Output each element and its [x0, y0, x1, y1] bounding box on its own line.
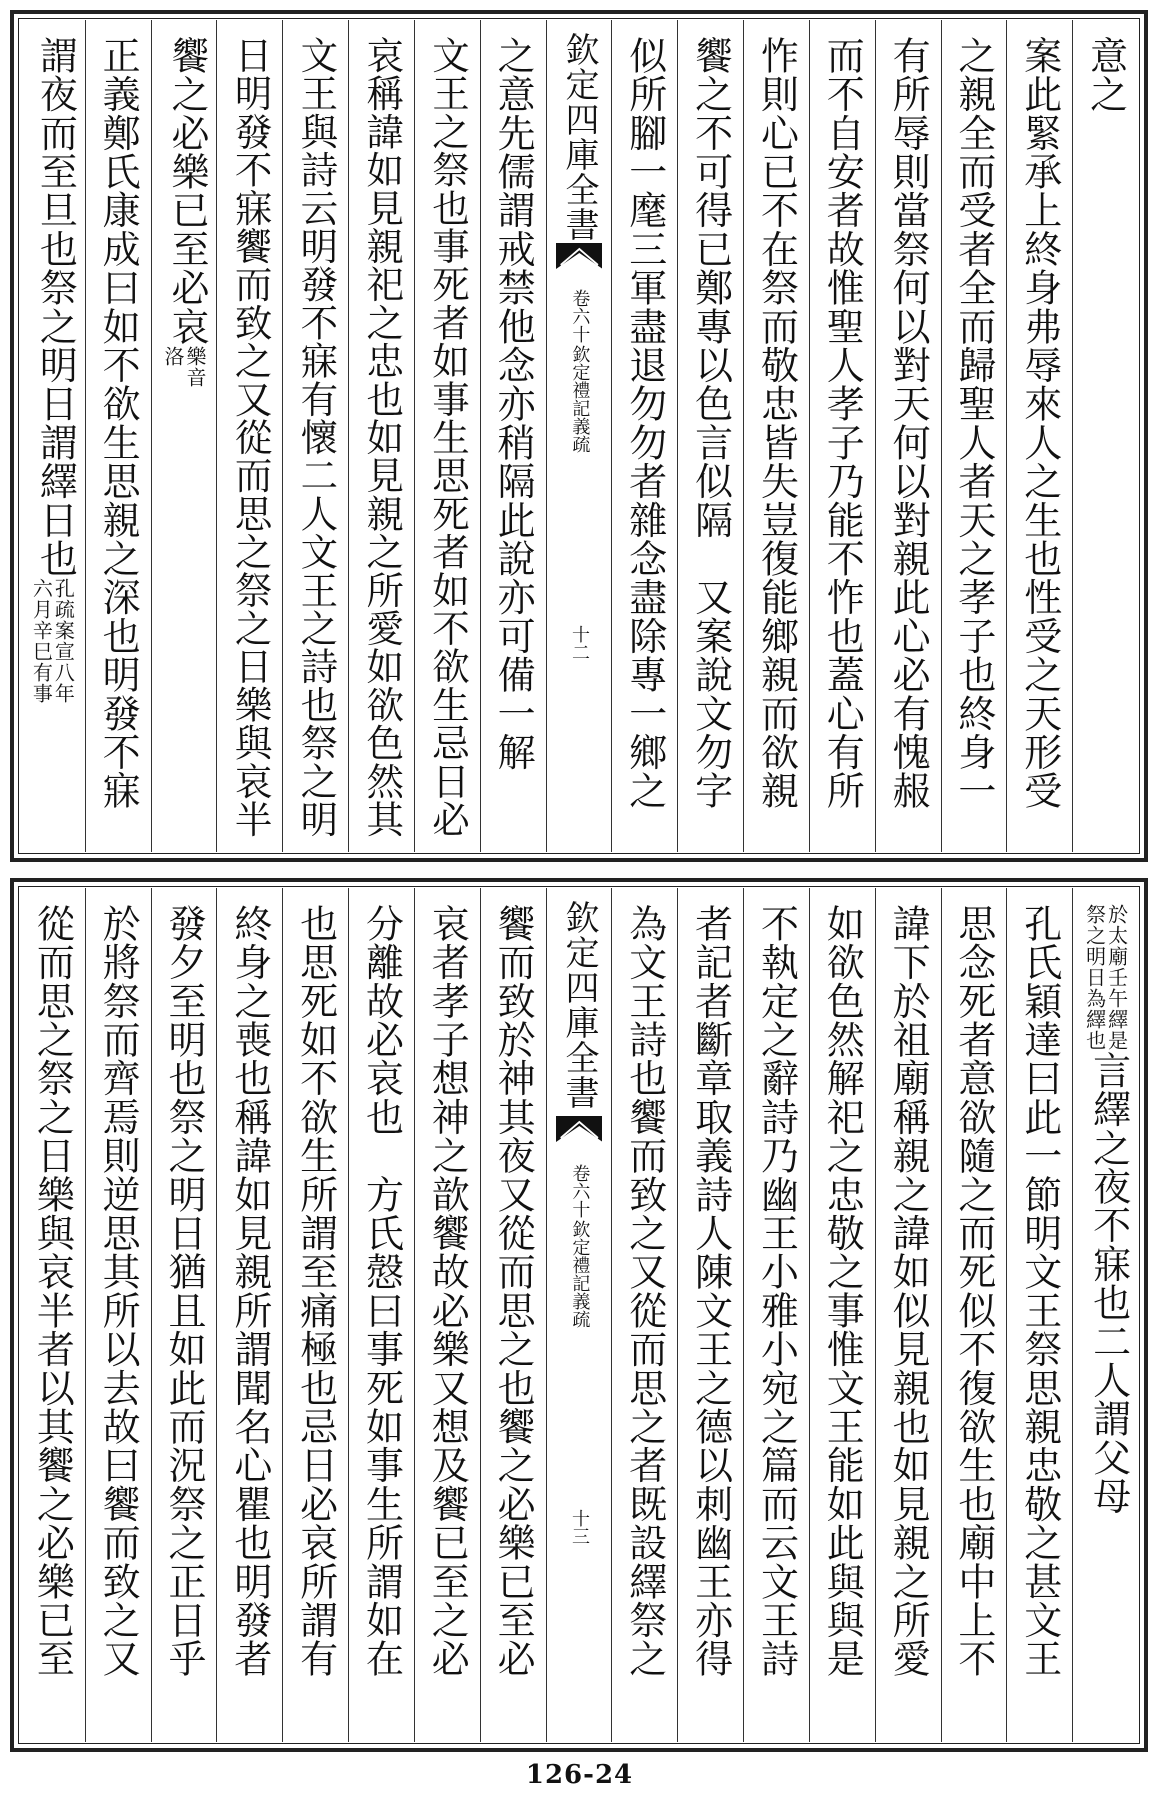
text-column — [611, 888, 677, 1742]
text-column — [151, 888, 217, 1742]
text-column — [414, 20, 480, 852]
text-column — [480, 20, 546, 852]
column-text — [1017, 904, 1062, 1678]
volume-label — [570, 1164, 589, 1328]
column-text — [228, 36, 273, 839]
column-text — [30, 904, 75, 1678]
text-run: 孔氏穎達曰此一節明文王祭思親忠敬之甚文王 — [1017, 904, 1062, 1678]
center-title-column — [546, 20, 612, 852]
column-text — [96, 36, 141, 810]
text-run: 饗之不可得已鄭專以色言似隔 又案說文勿字 — [688, 36, 733, 810]
column-text — [160, 36, 209, 388]
text-run: 言繹之夜不寐也二人謂父母 — [1086, 1051, 1131, 1516]
volume-label — [570, 289, 589, 453]
text-run: 諱下於祖廟稱親之諱如似見親也如見親之所愛 — [886, 904, 931, 1678]
text-column — [677, 20, 743, 852]
column-text — [951, 904, 996, 1678]
column-text — [1017, 36, 1062, 810]
column-text — [294, 36, 339, 839]
text-run: 於將祭而齊焉則逆思其所以去故曰饗而致之又 — [96, 904, 141, 1678]
text-column — [282, 888, 348, 1742]
text-column — [151, 20, 217, 852]
text-run: 文王之祭也事死者如事生思死者如不欲生忌日必 — [426, 36, 471, 839]
column-text — [426, 36, 471, 839]
text-run: 文王與詩云明發不寐有懷二人文王之詩也祭之明 — [294, 36, 339, 839]
text-run: 有所辱則當祭何以對天何以對親此心必有愧赧 — [886, 36, 931, 810]
annotation-right-line: 樂音 — [182, 345, 207, 388]
column-text — [1083, 36, 1128, 114]
column-text — [227, 904, 272, 1678]
column-text — [820, 36, 865, 810]
column-text — [886, 904, 931, 1678]
text-run: 終身之喪也稱諱如見親所謂聞名心瞿也明發者 — [227, 904, 272, 1678]
text-column — [611, 20, 677, 852]
text-run: 饗而致於神其夜又從而思之也饗之必樂已至必 — [491, 904, 536, 1678]
text-column — [216, 20, 282, 852]
text-run: 饗之必樂已至必哀 — [164, 36, 209, 346]
text-run: 哀稱諱如見親祀之忠也如見親之所愛如欲色然其 — [360, 36, 405, 839]
column-text — [161, 904, 206, 1678]
page-number: 126-24 — [525, 1760, 634, 1790]
text-run: 從而思之祭之日樂與哀半者以其饗之必樂已至 — [30, 904, 75, 1678]
column-text — [96, 904, 141, 1678]
column-text — [293, 904, 338, 1678]
text-column — [941, 888, 1007, 1742]
annotation-left-line: 洛 — [160, 345, 185, 367]
text-column — [348, 20, 414, 852]
text-run: 怍則心已不在祭而敬忠皆失豈復能鄉親而欲親 — [754, 36, 799, 810]
interlinear-annotation — [162, 346, 206, 388]
fishtail-ornament-icon — [556, 1116, 603, 1142]
text-column — [743, 20, 809, 852]
text-column — [941, 20, 1007, 852]
text-column — [216, 888, 282, 1742]
column-text — [688, 36, 733, 810]
text-run: 分離故必哀也 方氏慤曰事死如事生所謂如在 — [359, 904, 404, 1678]
text-run: 意之 — [1083, 36, 1128, 114]
annotation-right-line: 孔疏案宣八年 — [51, 577, 76, 704]
annotation-right-line: 於太廟壬午繹是 — [1104, 904, 1129, 1051]
column-text — [951, 36, 996, 810]
text-run: 思念死者意欲隨之而死似不復欲生也廟中上不 — [951, 904, 996, 1678]
column-text — [886, 36, 931, 810]
text-column — [20, 888, 85, 1742]
column-text — [622, 36, 667, 810]
column-text — [622, 904, 667, 1678]
column-text — [754, 904, 799, 1678]
text-run: 不執定之辭詩乃幽王小雅小宛之篇而云文王詩 — [754, 904, 799, 1678]
text-run: 者記者斷章取義詩人陳文王之德以刺幽王亦得 — [688, 904, 733, 1678]
text-column — [282, 20, 348, 852]
text-run: 謂夜而至旦也祭之明日謂繹日也 — [33, 36, 78, 578]
top-page-frame — [10, 10, 1148, 862]
text-column — [480, 888, 546, 1742]
bottom-page-columns — [20, 888, 1138, 1742]
text-run: 發夕至明也祭之明日猶且如此而況祭之正日乎 — [161, 904, 206, 1678]
text-run: 日明發不寐饗而致之又從而思之祭之日樂與哀半 — [228, 36, 273, 839]
text-column — [809, 888, 875, 1742]
text-column — [1072, 20, 1138, 852]
text-run: 之意先儒謂戒禁他念亦稍隔此說亦可備一解 — [491, 36, 536, 772]
text-run: 哀者孝子想神之歆饗故必樂又想及饗已至之必 — [425, 904, 470, 1678]
text-column — [85, 888, 151, 1742]
text-run: 也思死如不欲生所謂至痛極也忌日必哀所謂有 — [293, 904, 338, 1678]
column-text — [754, 36, 799, 810]
text-run: 為文王詩也饗而致之又從而思之者既設繹祭之 — [622, 904, 667, 1678]
text-run: 案此緊承上終身弗辱來人之生也性受之天形受 — [1017, 36, 1062, 810]
text-column — [85, 20, 151, 852]
text-column — [677, 888, 743, 1742]
text-run: 之親全而受者全而歸聖人者天之孝子也終身一 — [951, 36, 996, 810]
text-column — [875, 888, 941, 1742]
column-text — [29, 36, 78, 704]
text-column — [743, 888, 809, 1742]
text-column — [1006, 20, 1072, 852]
folio-number: 十二 — [568, 624, 590, 661]
text-column — [809, 20, 875, 852]
text-column — [875, 20, 941, 852]
fishtail-ornament-icon — [556, 243, 603, 269]
column-text — [688, 904, 733, 1678]
column-text — [425, 904, 470, 1678]
center-title-column — [546, 888, 612, 1742]
text-run: 似所腳一麾三軍盡退勿勿者雜念盡除專一鄉之 — [622, 36, 667, 810]
book-title: 欽定四庫全書 — [558, 32, 599, 242]
text-column — [1072, 888, 1138, 1742]
folio-number: 十三 — [568, 1508, 590, 1545]
interlinear-annotation — [30, 578, 74, 704]
annotation-left-line: 祭之明日為繹也 — [1082, 904, 1107, 1051]
text-column — [414, 888, 480, 1742]
column-text — [491, 36, 536, 772]
annotation-left-line: 六月辛巳有事 — [29, 577, 54, 704]
book-title: 欽定四庫全書 — [558, 900, 599, 1110]
book-subtitle: 欽定禮記義疏 — [569, 1219, 591, 1328]
text-column — [1006, 888, 1072, 1742]
interlinear-annotation — [1084, 904, 1128, 1051]
text-column — [20, 20, 85, 852]
bottom-page-frame — [10, 878, 1148, 1752]
top-page-columns — [20, 20, 1138, 852]
column-text — [360, 36, 405, 839]
text-run: 正義鄭氏康成曰如不欲生思親之深也明發不寐 — [96, 36, 141, 810]
column-text — [359, 904, 404, 1678]
column-text — [820, 904, 865, 1678]
book-subtitle: 欽定禮記義疏 — [569, 344, 591, 453]
volume-number: 卷六十 — [569, 288, 591, 343]
volume-number: 卷六十 — [569, 1163, 591, 1218]
text-run: 而不自安者故惟聖人孝子乃能不怍也蓋心有所 — [820, 36, 865, 810]
column-text — [1082, 904, 1131, 1516]
column-text — [491, 904, 536, 1678]
text-column — [348, 888, 414, 1742]
text-run: 如欲色然解祀之忠敬之事惟文王能如此與與是 — [820, 904, 865, 1678]
